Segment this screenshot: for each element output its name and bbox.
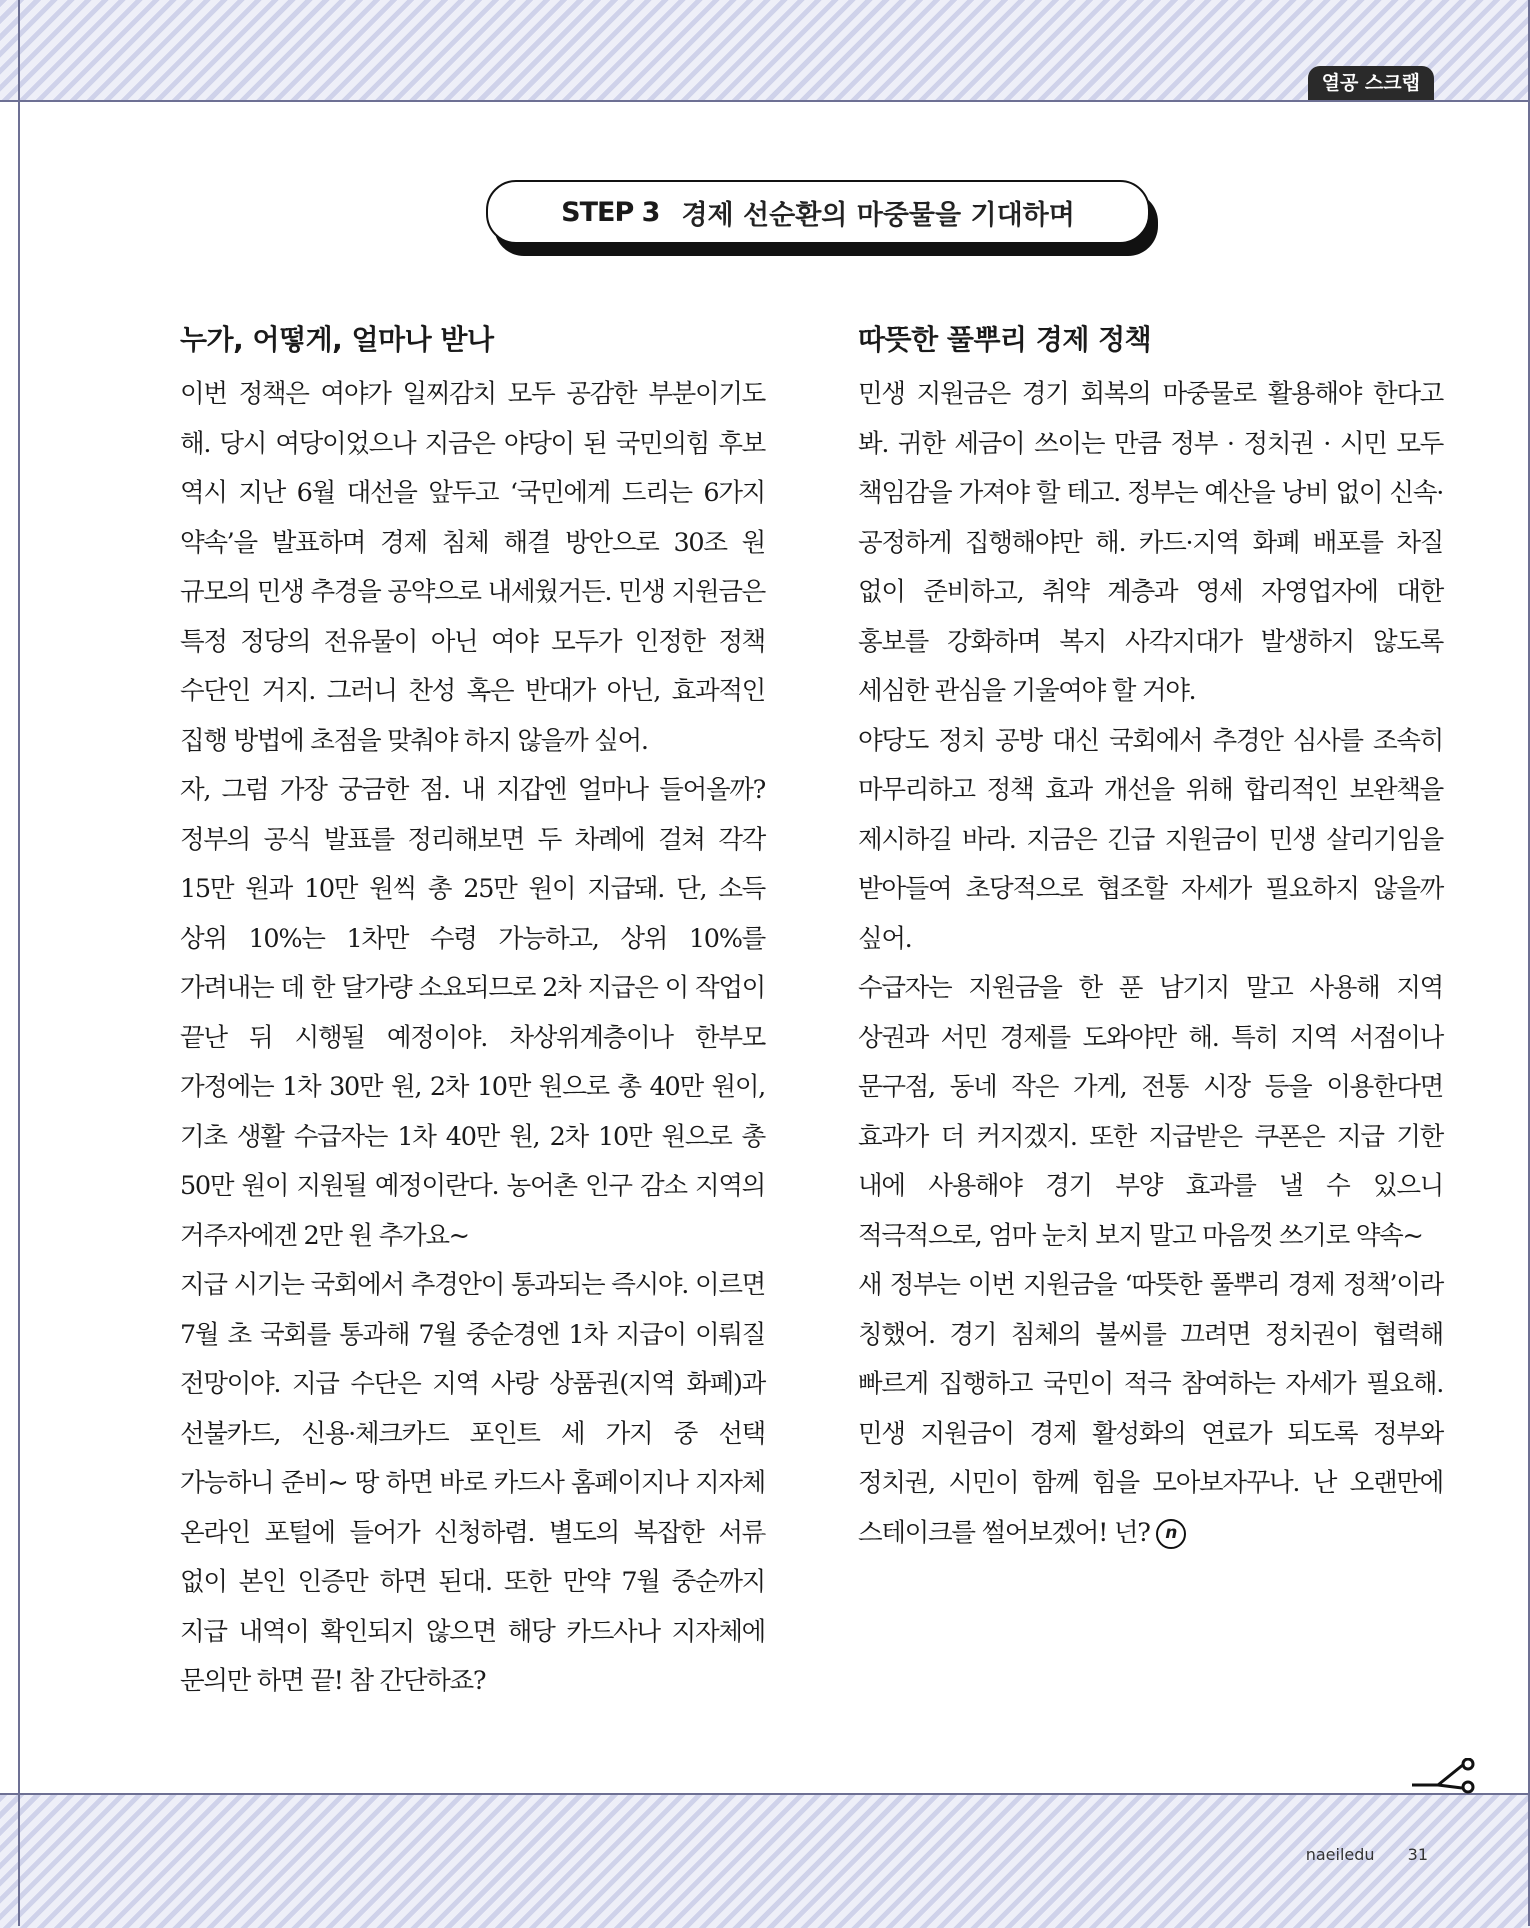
right-paragraph-4 xyxy=(858,1261,1443,1558)
scissors-icon xyxy=(1412,1758,1478,1794)
left-border-line xyxy=(18,0,20,1926)
right-paragraph-3: 수급자는 지원금을 한 푼 남기지 말고 사용해 지역 상권과 서민 경제를 도와야만 해. 특히 지역 서점이나 문구점, 동네 작은 가게, 전통 시장 등을 이용한다면 효과가 더 커지겠지. 또한 지급받은 쿠폰은 지급 기한 내에 사용해야 경기 부양 효과를 낼 수 있으니 적극적으로, 엄마 눈치 보지 말고 마음껏 쓰기로 약속~ xyxy=(858,973,1443,1251)
article-end-mark-icon: n xyxy=(1156,1519,1186,1549)
left-paragraph-2: 자, 그럼 가장 궁금한 점. 내 지갑엔 얼마나 들어올까? 정부의 공식 발표를 정리해보면 두 차례에 걸쳐 각각 15만 원과 10만 원씩 총 25만 원이 지급돼. 단, 소득 상위 10%는 1차만 수령 가능하고, 상위 10%를 가려내는 데 한 달가량 소요되므로 2차 지급은 이 작업이 끝난 뒤 시행될 예정이야. 차상위계층이나 한부모 가정에는 1차 30만 원, 2차 10만 원으로 총 40만 원이, 기초 생활 수급자는 1차 40만 원, 2차 10만 원으로 총 50만 원이 지원될 예정이란다. 농어촌 인구 감소 지역의 거주자에겐 2만 원 추가요~ xyxy=(180,775,765,1251)
right-paragraph-2: 야당도 정치 공방 대신 국회에서 추경안 심사를 조속히 마무리하고 정책 효과 개선을 위해 합리적인 보완책을 제시하길 바라. 지금은 긴급 지원금이 민생 살리기임을 받아들여 초당적으로 협조할 자세가 필요하지 않을까 싶어. xyxy=(858,725,1443,954)
left-paragraph-3: 지급 시기는 국회에서 추경안이 통과되는 즉시야. 이르면 7월 초 국회를 통과해 7월 중순경엔 1차 지급이 이뤄질 전망이야. 지급 수단은 지역 사랑 상품권(지역 화폐)과 선불카드, 신용·체크카드 포인트 세 가지 중 선택 가능하니 준비~ 땅 하면 바로 카드사 홈페이지나 지자체 온라인 포털에 들어가 신청하렴. 별도의 복잡한 서류 없이 본인 인증만 하면 된대. 또한 만약 7월 중순까지 지급 내역이 확인되지 않으면 해당 카드사나 지자체에 문의만 하면 끝! 참 간단하죠? xyxy=(180,1270,765,1696)
step-title: 경제 선순환의 마중물을 기대하며 xyxy=(681,199,1075,231)
right-column xyxy=(858,318,1443,1558)
right-heading: 따뜻한 풀뿌리 경제 정책 xyxy=(858,323,1152,356)
right-paragraph-1: 민생 지원금은 경기 회복의 마중물로 활용해야 한다고 봐. 귀한 세금이 쓰이는 만큼 정부 · 정치권 · 시민 모두 책임감을 가져야 할 테고. 정부는 예산을 낭비 없이 신속·공정하게 집행해야만 해. 카드·지역 화폐 배포를 차질 없이 준비하고, 취약 계층과 영세 자영업자에 대한 홍보를 강화하며 복지 사각지대가 발생하지 않도록 세심한 관심을 기울여야 할 거야. xyxy=(858,379,1443,706)
page-footer xyxy=(1306,1845,1428,1864)
footer-brand: naeiledu xyxy=(1305,1845,1375,1864)
left-column xyxy=(180,318,765,1707)
top-stripe-band xyxy=(0,0,1530,102)
left-paragraph-1: 이번 정책은 여야가 일찌감치 모두 공감한 부분이기도 해. 당시 여당이었으나 지금은 야당이 된 국민의힘 후보 역시 지난 6월 대선을 앞두고 ‘국민에게 드리는 6가지 약속’을 발표하며 경제 침체 해결 방안으로 30조 원 규모의 민생 추경을 공약으로 내세웠거든. 민생 지원금은 특정 정당의 전유물이 아닌 여야 모두가 인정한 정책 수단인 거지. 그러니 찬성 혹은 반대가 아닌, 효과적인 집행 방법에 초점을 맞춰야 하지 않을까 싶어. xyxy=(180,379,765,756)
right-paragraph-4-text: 새 정부는 이번 지원금을 ‘따뜻한 풀뿌리 경제 정책’이라 칭했어. 경기 침체의 불씨를 끄려면 정치권이 협력해 빠르게 집행하고 국민이 적극 참여하는 자세가 필요해. 민생 지원금이 경제 활성화의 연료가 되도록 정부와 정치권, 시민이 함께 힘을 모아보자꾸나. 난 오랜만에 스테이크를 썰어보겠어! 넌? xyxy=(858,1270,1443,1548)
step-banner xyxy=(486,180,1150,244)
page-number: 31 xyxy=(1407,1845,1428,1864)
section-badge: 열공 스크랩 xyxy=(1308,66,1434,100)
left-heading: 누가, 어떻게, 얼마나 받나 xyxy=(180,323,494,356)
bottom-stripe-band xyxy=(0,1793,1530,1928)
step-label: STEP 3 xyxy=(561,196,660,228)
